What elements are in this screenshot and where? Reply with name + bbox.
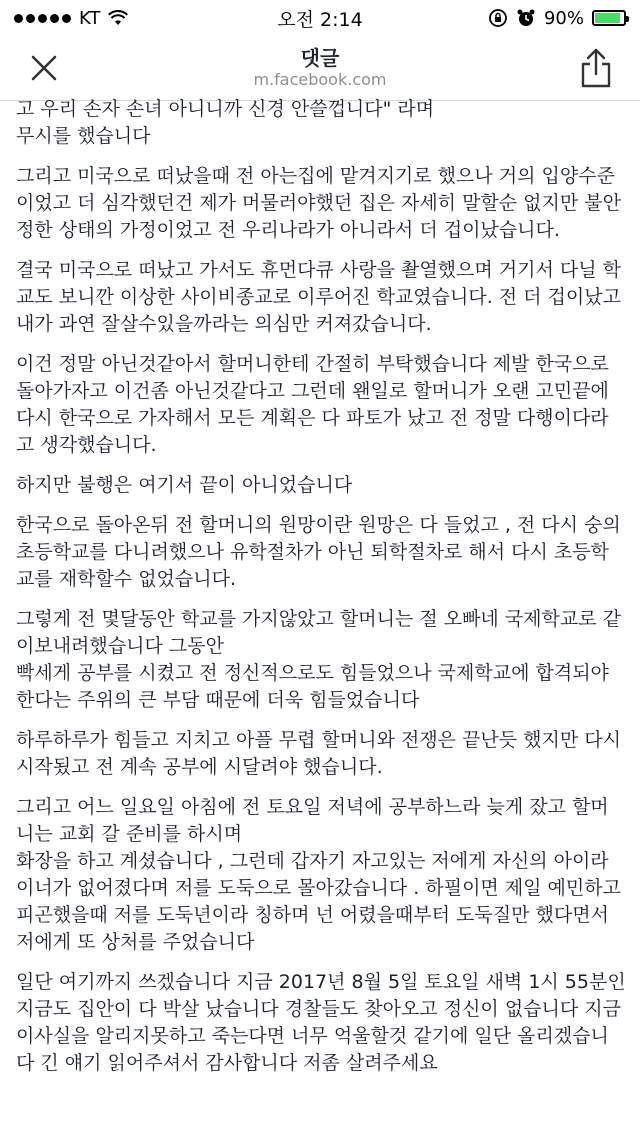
battery-percent: 90% <box>543 7 584 29</box>
page-title: 댓글 <box>300 46 340 70</box>
comment-paragraph: 그리고 어느 일요일 아침에 전 토요일 저녁에 공부하느라 늦게 잤고 할머니는 교회 갈 준비를 하시며 화장을 하고 계셨습니다 , 그런데 갑자기 자고있는 저에게 자신의 아이라이너가 없어졌다며 저를 도둑으로 몰아갔습니다 . 하필이면 제일 예민하고 피곤했을때 저를 도둑년이라 칭하며 넌 어렸을때부터 도둑질만 했다면서 저에게 또 상처를 주었습니다 <box>16 796 621 953</box>
comment-paragraph: 한국으로 돌아온뒤 전 할머니의 원망이란 원망은 다 들었고 , 전 다시 숭의초등학교를 다니려했으나 유학절차가 아닌 퇴학절차로 해서 다시 초등학교를 재학할수 없었습니다. <box>16 514 621 590</box>
comment-paragraph: 하루하루가 힘들고 지치고 아플 무렵 할머니와 전쟁은 끝난듯 했지만 다시 시작됬고 전 계속 공부에 시달려야 했습니다. <box>16 729 621 778</box>
battery-icon <box>592 10 626 26</box>
status-time: 오전 2:14 <box>277 8 363 31</box>
page-url: m.facebook.com <box>253 70 387 89</box>
comment-paragraph: 그렇게 전 몇달동안 학교를 가지않았고 할머니는 절 오빠네 국제학교로 같이보내려했습니다 그동안 빡세게 공부를 시켰고 전 정신적으로도 힘들었으나 국제학교에 합격되야한다는 주위의 큰 부담 때문에 더욱 힘들었습니다 <box>16 608 621 711</box>
signal-strength-icon <box>14 14 71 23</box>
comment-paragraph: 결국 미국으로 떠났고 가서도 휴먼다큐 사랑을 촬열했으며 거기서 다닐 학교도 보니깐 이상한 사이비종교로 이루어진 학교였습니다. 전 더 겁이났고 내가 과연 잘살수있을까라는 의심만 커져갔습니다. <box>16 259 621 335</box>
navigation-bar <box>0 36 640 101</box>
comment-paragraph: 그리고 미국으로 떠났을때 전 아는집에 맡겨지기로 했으나 거의 입양수준이었고 더 심각했던건 제가 머물러야했던 집은 자세히 말할순 없지만 불안정한 상태의 가정이었고 전 우리나라가 아니라서 더 겁이났습니다. <box>16 165 621 241</box>
comment-paragraph: 하지만 불행은 여기서 끝이 아니었습니다 <box>16 474 353 496</box>
share-icon[interactable] <box>578 46 614 90</box>
comment-paragraph: 이건 정말 아닌것같아서 할머니한테 간절히 부탁했습니다 제발 한국으로 돌아가자고 이건좀 아닌것같다고 그런데 왠일로 할머니가 오랜 고민끝에 다시 한국으로 가자해서 모든 계획은 다 파토가 났고 전 정말 다행이다라고 생각했습니다. <box>16 353 609 456</box>
status-right <box>488 8 626 29</box>
status-left <box>14 8 128 29</box>
carrier-label: KT <box>79 7 101 29</box>
wifi-icon <box>108 10 128 26</box>
comment-body <box>16 96 626 1090</box>
orientation-lock-icon <box>488 8 508 28</box>
comment-paragraph: 일단 여기까지 쓰겠습니다 지금 2017년 8월 5일 토요일 새벽 1시 55분인 지금도 집안이 다 박살 났습니다 경찰들도 찾아오고 정신이 없습니다 지금 이사실을 알리지못하고 죽는다면 너무 억울할것 같기에 일단 올리겠습니다 긴 얘기 읽어주셔서 감사합니다 저좀 살려주세요 <box>16 971 626 1074</box>
status-bar <box>0 0 640 36</box>
alarm-icon <box>516 8 536 28</box>
comment-paragraph: 고 우리 손자 손녀 아니니까 신경 안쓸껍니다" 라며 무시를 했습니다 <box>16 98 435 147</box>
battery-level <box>595 13 620 23</box>
